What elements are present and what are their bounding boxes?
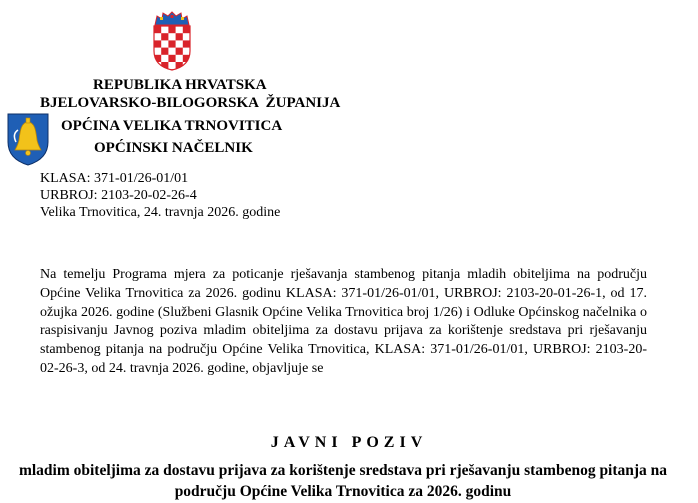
header-republic: REPUBLIKA HRVATSKA — [93, 77, 267, 93]
header-county: BJELOVARSKO-BILOGORSKA ŽUPANIJA — [40, 95, 341, 111]
document-title: JAVNI POZIV — [270, 434, 428, 451]
document-subtitle: mladim obiteljima za dostavu prijava za korištenje sredstava pri rješavanju stambenog pitanja na području Općine Velika Trnovitica za 2026. godinu — [18, 462, 668, 500]
place-date-line: Velika Trnovitica, 24. travnja 2026. godine — [40, 205, 281, 220]
checker-square — [168, 40, 175, 47]
croatian-coat-of-arms-icon — [152, 11, 192, 71]
intro-paragraph: Na temelju Programa mjera za poticanje rješavanja stambenog pitanja mladih obiteljima na području Općine Velika Trnovitica za 2026. godinu KLASA: 371-01/26-01/01, URBROJ: 2103-20-01-26-1, od 17. ožujka 2026. godine (Službeni Glasnik Općine Velika Trnovitica broj 1/26) i Odluke Općinskog načelnika o raspisivanju Javnog poziva mladim obiteljima za dostavu prijava za korištenje sredstava pri rješavanju stambenog pitanja na području Općine Velika Trnovitica, KLASA: 371-01/26-01/01, URBROJ: 2103-20-02-26-3, od 24. travnja 2026. godine, objavljuje se — [40, 267, 647, 376]
checker-square — [161, 33, 168, 40]
checker-square — [183, 69, 190, 71]
document-meta — [40, 170, 280, 221]
bell-crest-icon — [6, 112, 50, 166]
checker-square — [183, 40, 190, 47]
coat-crown — [155, 12, 189, 25]
checker-square — [168, 55, 175, 62]
urbroj-line: URBROJ: 2103-20-02-26-4 — [40, 188, 197, 203]
checker-square — [154, 26, 161, 33]
checker-square — [176, 33, 183, 40]
klasa-line: KLASA: 371-01/26-01/01 — [40, 171, 189, 186]
checker-square — [183, 26, 190, 33]
checker-square — [161, 48, 168, 55]
checker-square — [154, 40, 161, 47]
header-office: OPĆINSKI NAČELNIK — [94, 140, 253, 156]
checker-square — [168, 26, 175, 33]
checker-square — [154, 69, 161, 71]
header-municipality: OPĆINA VELIKA TRNOVITICA — [61, 118, 283, 134]
checker-square — [176, 48, 183, 55]
